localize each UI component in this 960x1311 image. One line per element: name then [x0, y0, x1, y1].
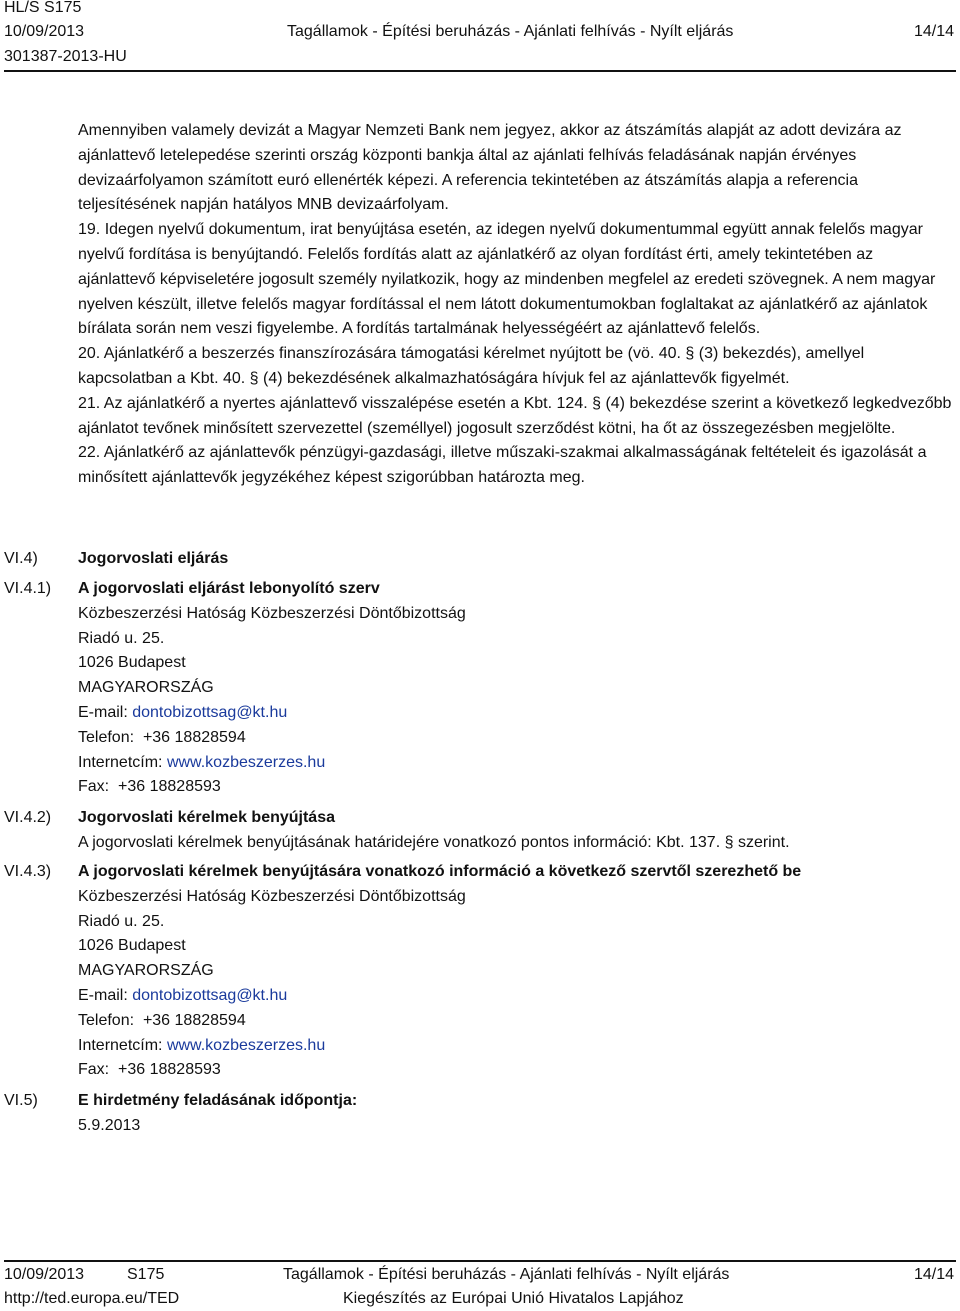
section-number-vi5: VI.5): [4, 1092, 38, 1109]
street-address: Riadó u. 25.: [78, 629, 165, 647]
country: MAGYARORSZÁG: [78, 962, 214, 980]
web-row: Internetcím: www.kozbeszerzes.hu: [78, 1036, 326, 1054]
header-doc-id: 301387-2013-HU: [4, 48, 127, 65]
org-name: Közbeszerzési Hatóság Közbeszerzési Döntőbizottság: [78, 887, 466, 905]
section-number-vi4: VI.4): [4, 550, 38, 567]
section-text-vi42: A jogorvoslati kérelmek benyújtásának határidejére vonatkozó pontos információ: Kbt. 137. § szerint.: [78, 833, 790, 851]
footer-url[interactable]: http://ted.europa.eu/TED: [4, 1290, 180, 1307]
fax-row: Fax: +36 18828593: [78, 778, 221, 796]
section-title-vi4: Jogorvoslati eljárás: [78, 550, 229, 567]
web-link[interactable]: www.kozbeszerzes.hu: [166, 1036, 326, 1054]
section-vi42: [78, 806, 952, 856]
section-title-vi43: A jogorvoslati kérelmek benyújtására vonatkozó információ a következő szervtől szerezhető be: [78, 863, 802, 880]
footer-rule: [4, 1260, 956, 1262]
header-series: HL/S S175: [4, 0, 82, 16]
email-row: E-mail: dontobizottsag@kt.hu: [78, 703, 288, 721]
paragraph-22: 22. Ajánlatkérő az ajánlattevők pénzügyi-gazdasági, illetve műszaki-szakmai alkalmasságának feltételeit és igazolását a minősített ajánlattevők jegyzékéhez képest szigorúbban határozta meg.: [78, 444, 927, 487]
phone-row: Telefon: +36 18828594: [78, 1011, 246, 1029]
header-title: Tagállamok - Építési beruházás - Ajánlati felhívás - Nyílt eljárás: [287, 23, 734, 40]
footer-series: S175: [127, 1266, 165, 1283]
street-address: Riadó u. 25.: [78, 912, 165, 930]
section-title-vi42: Jogorvoslati kérelmek benyújtása: [78, 809, 335, 826]
header-rule: [4, 70, 956, 72]
phone-row: Telefon: +36 18828594: [78, 728, 246, 746]
paragraph-21: 21. Az ajánlatkérő a nyertes ajánlattevő visszalépése esetén a Kbt. 124. § (4) bekezdése szerint a következő legkedvezőbb ajánlatot tevőnek minősített szervezettel (személlyel) jogosult szerződést kötni, ha őt az összegezésben megjelölte.: [78, 394, 952, 437]
footer-title: Tagállamok - Építési beruházás - Ajánlati felhívás - Nyílt eljárás: [283, 1266, 730, 1283]
country: MAGYARORSZÁG: [78, 679, 214, 697]
section-number-vi42: VI.4.2): [4, 809, 52, 826]
body-text: [78, 119, 952, 491]
header-page: 14/14: [913, 23, 954, 40]
city: 1026 Budapest: [78, 937, 186, 955]
footer-publisher: Kiegészítés az Európai Unió Hivatalos Lapjához: [343, 1290, 684, 1307]
org-name: Közbeszerzési Hatóság Közbeszerzési Döntőbizottság: [78, 604, 466, 622]
email-row: E-mail: dontobizottsag@kt.hu: [78, 986, 288, 1004]
paragraph-20: 20. Ajánlatkérő a beszerzés finanszírozására támogatási kérelmet nyújtott be (vö. 40. § (3) bekezdés), amellyel kapcsolatban a Kbt. 40. § (4) bekezdésének alkalmazhatóságára hívjuk fel az ajánlattevők figyelmét.: [78, 345, 865, 387]
paragraph-19: 19. Idegen nyelvű dokumentum, irat benyújtása esetén, az idegen nyelvű dokumentummal együtt annak felelős magyar nyelvű fordítása is benyújtandó. Felelős fordítás alatt az ajánlatkérő az olyan fordítást érti, amely tekintetében az ajánlattevő képviseletére jogosult személy nyilatkozik, hogy az mindenben megfelel az eredeti szövegnek. A nem magyar nyelven készült, illetve felelős magyar fordítással el nem látott dokumentumokban foglaltakat az ajánlatkérő az ajánlatok bírálata során nem veszi figyelembe. A fordítás tartalmának helyességéért az ajánlattevő felelős.: [78, 221, 936, 338]
section-title-vi5: E hirdetmény feladásának időpontja:: [78, 1092, 358, 1109]
paragraph-intro: Amennyiben valamely devizát a Magyar Nemzeti Bank nem jegyez, akkor az átszámítás alapját az adott devizára az ajánlattevő letelepedése szerinti ország központi bankja által az ajánlati felhívás feladásának napján érvényes devizaárfolyamon számított euró ellenérték képezi. A referencia tekintetében az átszámítás alapja a referencia teljesítésének napján hatályos MNB devizaárfolyam.: [78, 122, 902, 214]
footer-page: 14/14: [913, 1266, 954, 1283]
section-number-vi43: VI.4.3): [4, 863, 52, 880]
section-vi41: [78, 577, 952, 800]
email-link[interactable]: dontobizottsag@kt.hu: [132, 986, 288, 1004]
fax-row: Fax: +36 18828593: [78, 1061, 221, 1079]
email-link[interactable]: dontobizottsag@kt.hu: [132, 703, 288, 721]
section-title-vi41: A jogorvoslati eljárást lebonyolító szerv: [78, 580, 380, 597]
section-number-vi41: VI.4.1): [4, 580, 52, 597]
header-date: 10/09/2013: [4, 23, 85, 40]
web-link[interactable]: www.kozbeszerzes.hu: [166, 753, 326, 771]
web-row: Internetcím: www.kozbeszerzes.hu: [78, 753, 326, 771]
section-vi5: [78, 1089, 952, 1139]
footer-date: 10/09/2013: [4, 1266, 85, 1283]
section-vi43: [78, 860, 952, 1083]
dispatch-date: 5.9.2013: [78, 1116, 141, 1134]
city: 1026 Budapest: [78, 654, 186, 672]
